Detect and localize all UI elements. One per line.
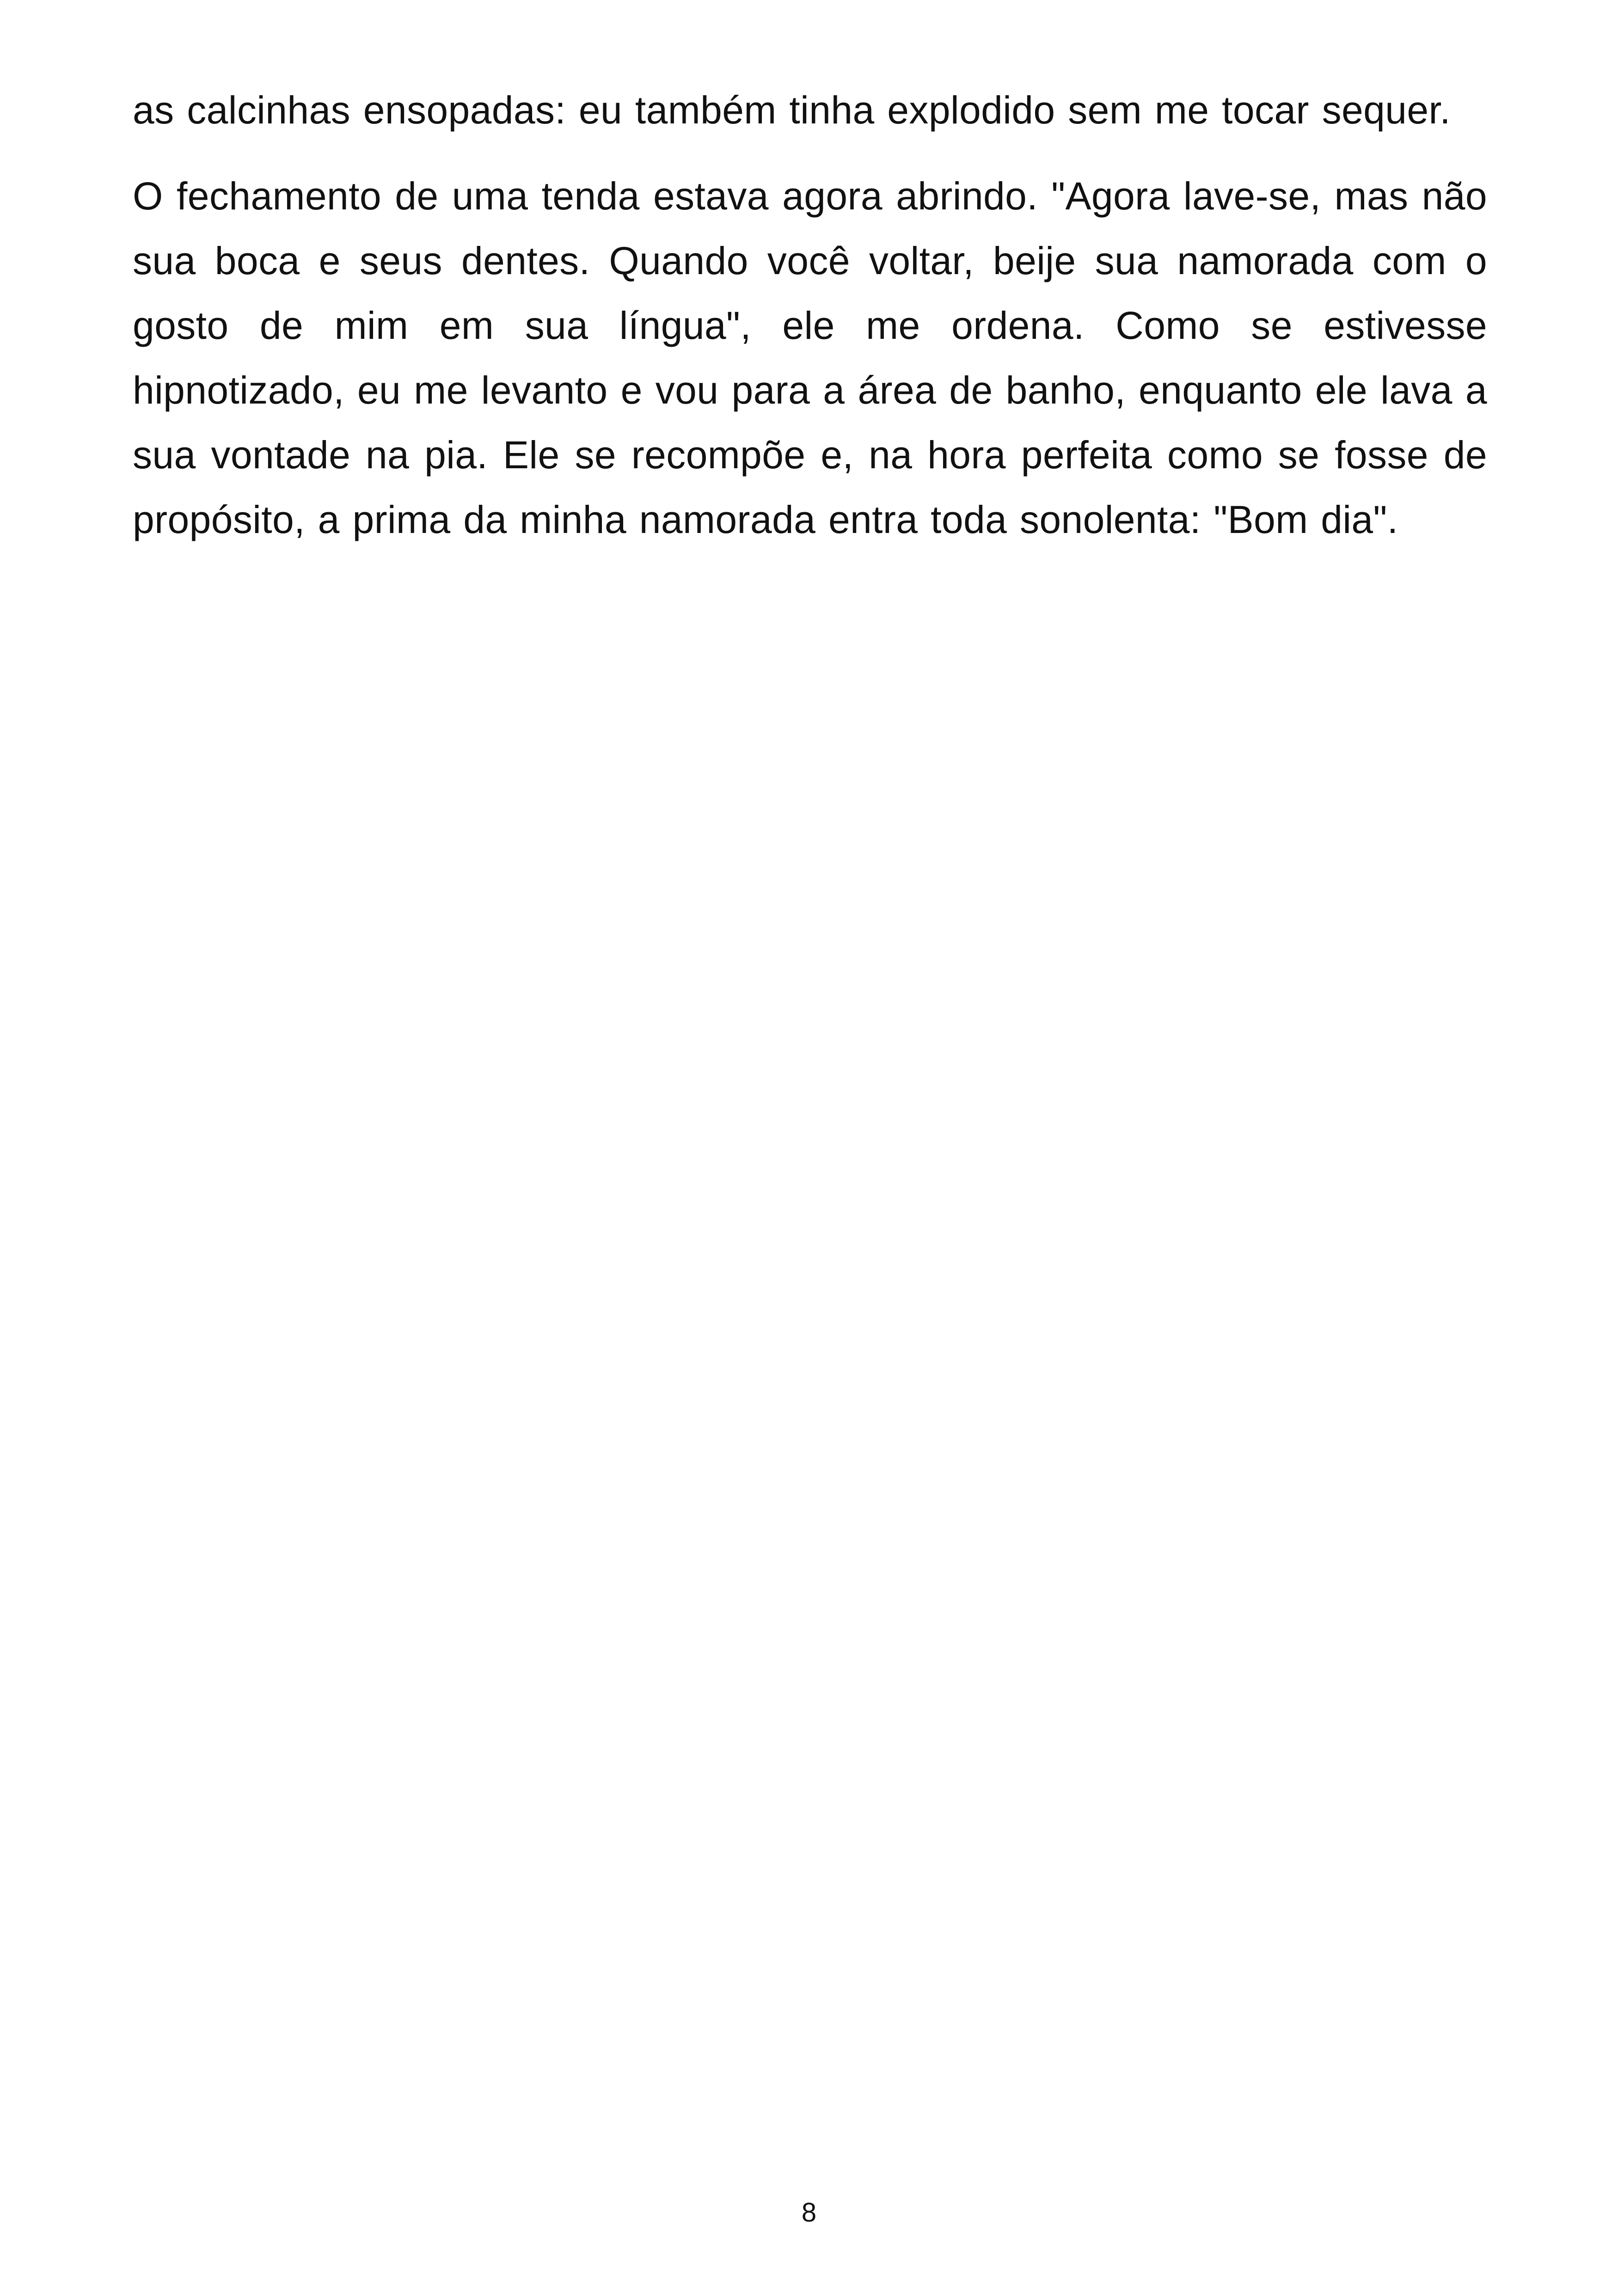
- page-number: 8: [801, 2198, 817, 2228]
- text-body: [133, 78, 1487, 552]
- paragraph: as calcinhas ensopadas: eu também tinha explodido sem me tocar sequer.: [133, 88, 1451, 132]
- paragraph: O fechamento de uma tenda estava agora abrindo. "Agora lave-se, mas não sua boca e seus dentes. Quando você voltar, beije sua namorada com o gosto de mim em sua língua", ele me ordena. Como se estivesse hipnotizado, eu me levanto e vou para a área de banho, enquanto ele lava a sua vontade na pia. Ele se recompõe e, na hora perfeita como se fosse de propósito, a prima da minha namorada entra toda sonolenta: "Bom dia".: [133, 174, 1487, 541]
